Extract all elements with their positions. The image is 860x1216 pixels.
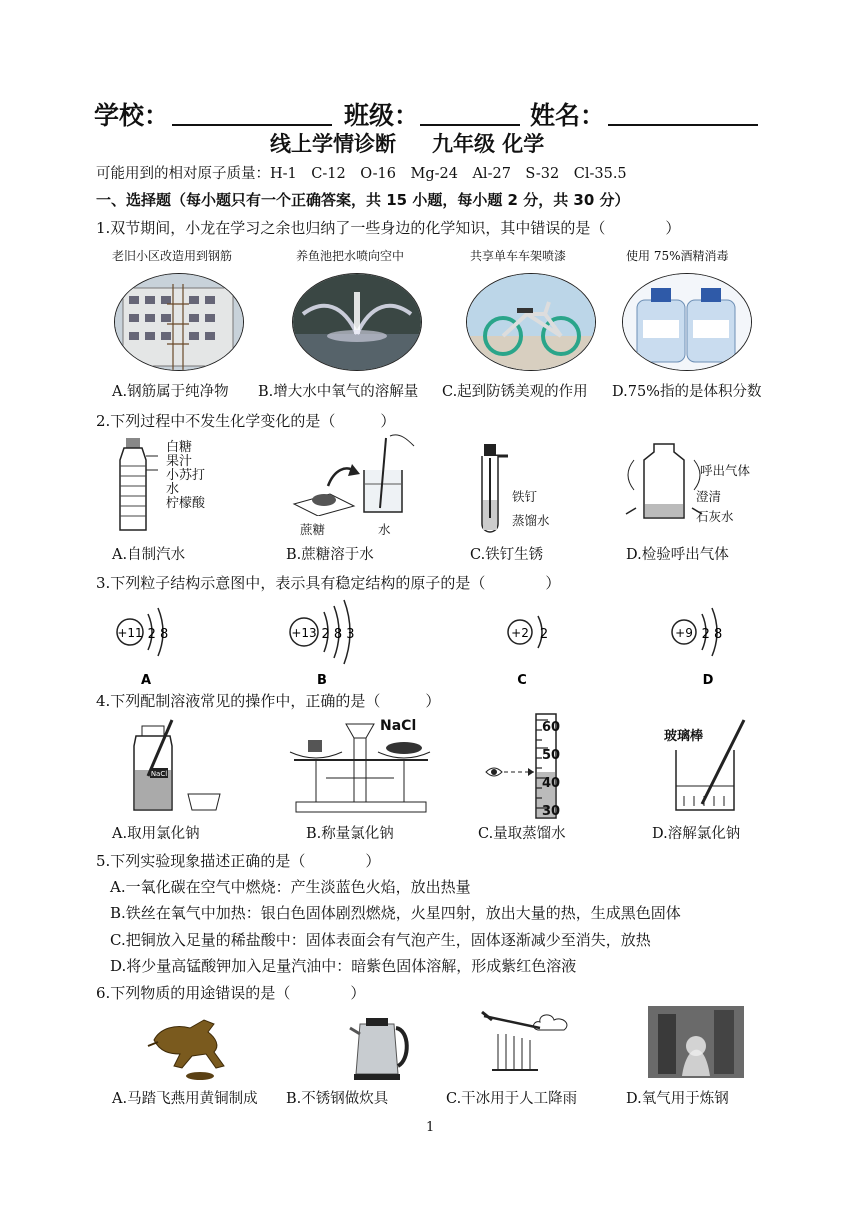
q2-option-b[interactable]: B.蔗糖溶于水 <box>286 547 374 563</box>
q6-option-c[interactable]: C.干冰用于人工降雨 <box>446 1091 578 1107</box>
section-heading: 一、选择题（每小题只有一个正确答案，共 15 小题，每小题 2 分，共 30 分） <box>96 191 630 209</box>
q4-option-d[interactable]: D.溶解氯化钠 <box>652 826 741 842</box>
q4-cylinder-diagram <box>484 710 574 820</box>
atom-b-shells: 2 8 3 <box>321 627 355 642</box>
atom-c-nucleus: +2 <box>511 626 529 640</box>
q5-option-d[interactable]: D.将少量高锰酸钾加入足量汽油中：暗紫色固体溶解，形成紫红色溶液 <box>110 957 577 975</box>
q6-option-d[interactable]: D.氧气用于炼钢 <box>626 1091 729 1107</box>
q1-caption-a: 老旧小区改造用到钢筋 <box>112 249 233 263</box>
scale-label: 50 <box>542 748 561 763</box>
q1-alcohol-image <box>622 273 752 371</box>
q6-steel-image <box>648 1006 744 1078</box>
q4-a-jar-nacl: NaCl <box>150 770 168 778</box>
atom-b-nucleus: +13 <box>291 626 317 640</box>
q2-a-labels <box>166 441 205 511</box>
class-blank[interactable] <box>420 124 520 126</box>
name-label: 姓名： <box>530 101 606 130</box>
q1-caption-c: 共享单车车架喷漆 <box>470 249 567 263</box>
school-label: 学校： <box>94 101 170 130</box>
q1-option-c[interactable]: C.起到防锈美观的作用 <box>442 384 588 400</box>
atom-diagram-c <box>508 616 548 688</box>
q6-kettle-image <box>344 1010 414 1082</box>
q5-option-b[interactable]: B.铁丝在氧气中加热：银白色固体剧烈燃烧，火星四射，放出大量的热，生成黑色固体 <box>110 904 681 922</box>
name-blank[interactable] <box>608 124 758 126</box>
q1-stem: 1.双节期间，小龙在学习之余也归纳了一些身边的化学知识，其中错误的是（ ） <box>96 219 681 237</box>
q2-option-a[interactable]: A.自制汽水 <box>112 547 186 563</box>
q2-b-label-water: 水 <box>378 522 391 537</box>
q1-option-d[interactable]: D.75%指的是体积分数 <box>612 384 762 400</box>
q2-a-label: 柠檬酸 <box>166 496 206 511</box>
page-title: 线上学情诊断 <box>270 132 396 156</box>
atom-diagram-b <box>290 600 355 688</box>
q1-fountain-image <box>292 273 422 371</box>
q4-scale-labels <box>542 714 560 826</box>
q5-stem: 5.下列实验现象描述正确的是（ ） <box>96 852 381 870</box>
q2-a-label: 小苏打 <box>166 468 206 483</box>
q1-caption-b: 养鱼池把水喷向空中 <box>296 249 405 263</box>
q5-option-a[interactable]: A.一氧化碳在空气中燃烧：产生淡蓝色火焰，放出热量 <box>110 878 471 896</box>
q5-option-c[interactable]: C.把铜放入足量的稀盐酸中：固体表面会有气泡产生，固体逐渐减少至消失，放热 <box>110 931 651 949</box>
q2-b-label-sugar: 蔗糖 <box>300 522 326 537</box>
q2-d-label-clear: 澄清 <box>696 489 722 504</box>
q4-option-a[interactable]: A.取用氯化钠 <box>112 826 200 842</box>
atom-c-shells: 2 <box>539 627 549 642</box>
atom-diagram-a <box>117 608 168 688</box>
q6-option-a[interactable]: A.马踏飞燕用黄铜制成 <box>112 1091 258 1107</box>
scale-label: 40 <box>542 776 561 791</box>
q1-bicycle-image <box>466 273 596 371</box>
q4-b-nacl-label: NaCl <box>380 718 417 734</box>
q1-caption-d: 使用 75%酒精消毒 <box>626 249 729 263</box>
page-number: 1 <box>426 1120 435 1135</box>
q2-d-label-limewater: 石灰水 <box>696 509 734 524</box>
q3-atom-diagrams <box>100 598 780 690</box>
grade-subject: 九年级 化学 <box>432 132 545 156</box>
q6-stem: 6.下列物质的用途错误的是（ ） <box>96 984 366 1002</box>
atom-a-letter: A <box>140 673 152 688</box>
atomic-masses: 可能用到的相对原子质量：H-1 C-12 O-16 Mg-24 Al-27 S-32 Cl-35.5 <box>96 166 627 182</box>
q3-stem: 3.下列粒子结构示意图中，表示具有稳定结构的原子的是（ ） <box>96 574 561 592</box>
q6-dry-ice-image <box>478 1010 578 1082</box>
q2-option-d[interactable]: D.检验呼出气体 <box>626 547 729 563</box>
atom-d-shells: 2 8 <box>701 627 723 642</box>
q6-horse-image <box>140 1010 244 1082</box>
q2-c-label-nail: 铁钉 <box>512 489 538 504</box>
atom-a-shells: 2 8 <box>147 627 169 642</box>
q1-option-a[interactable]: A.钢筋属于纯净物 <box>112 384 229 400</box>
school-blank[interactable] <box>172 124 332 126</box>
q2-a-label: 白糖 <box>166 440 193 455</box>
atom-a-nucleus: +11 <box>117 626 143 640</box>
atom-c-letter: C <box>517 673 527 688</box>
q2-a-label: 水 <box>166 482 180 497</box>
q1-option-b[interactable]: B.增大水中氧气的溶解量 <box>258 384 419 400</box>
q6-option-b[interactable]: B.不锈钢做炊具 <box>286 1091 389 1107</box>
q1-building-image <box>114 273 244 371</box>
class-label: 班级： <box>344 101 420 130</box>
atom-b-letter: B <box>317 673 327 688</box>
q2-d-label-breath: 呼出气体 <box>700 463 751 478</box>
q4-option-b[interactable]: B.称量氯化钠 <box>306 826 394 842</box>
q2-soda-bottle-diagram <box>112 436 172 534</box>
q4-option-c[interactable]: C.量取蒸馏水 <box>478 826 566 842</box>
scale-label: 30 <box>542 804 561 819</box>
scale-label: 60 <box>542 720 561 735</box>
q4-glass-rod-label: 玻璃棒 <box>664 729 704 744</box>
q2-a-label: 果汁 <box>166 454 193 469</box>
atom-d-letter: D <box>702 673 714 688</box>
q4-take-nacl-diagram <box>128 716 228 814</box>
q2-stem: 2.下列过程中不发生化学变化的是（ ） <box>96 412 396 430</box>
atom-diagram-d <box>672 608 722 688</box>
q2-option-c[interactable]: C.铁钉生锈 <box>470 547 544 563</box>
q2-c-label-water: 蒸馏水 <box>512 513 550 528</box>
atom-d-nucleus: +9 <box>675 626 693 640</box>
q2-sugar-beaker-diagram <box>290 434 430 516</box>
q4-stem: 4.下列配制溶液常见的操作中，正确的是（ ） <box>96 692 441 710</box>
